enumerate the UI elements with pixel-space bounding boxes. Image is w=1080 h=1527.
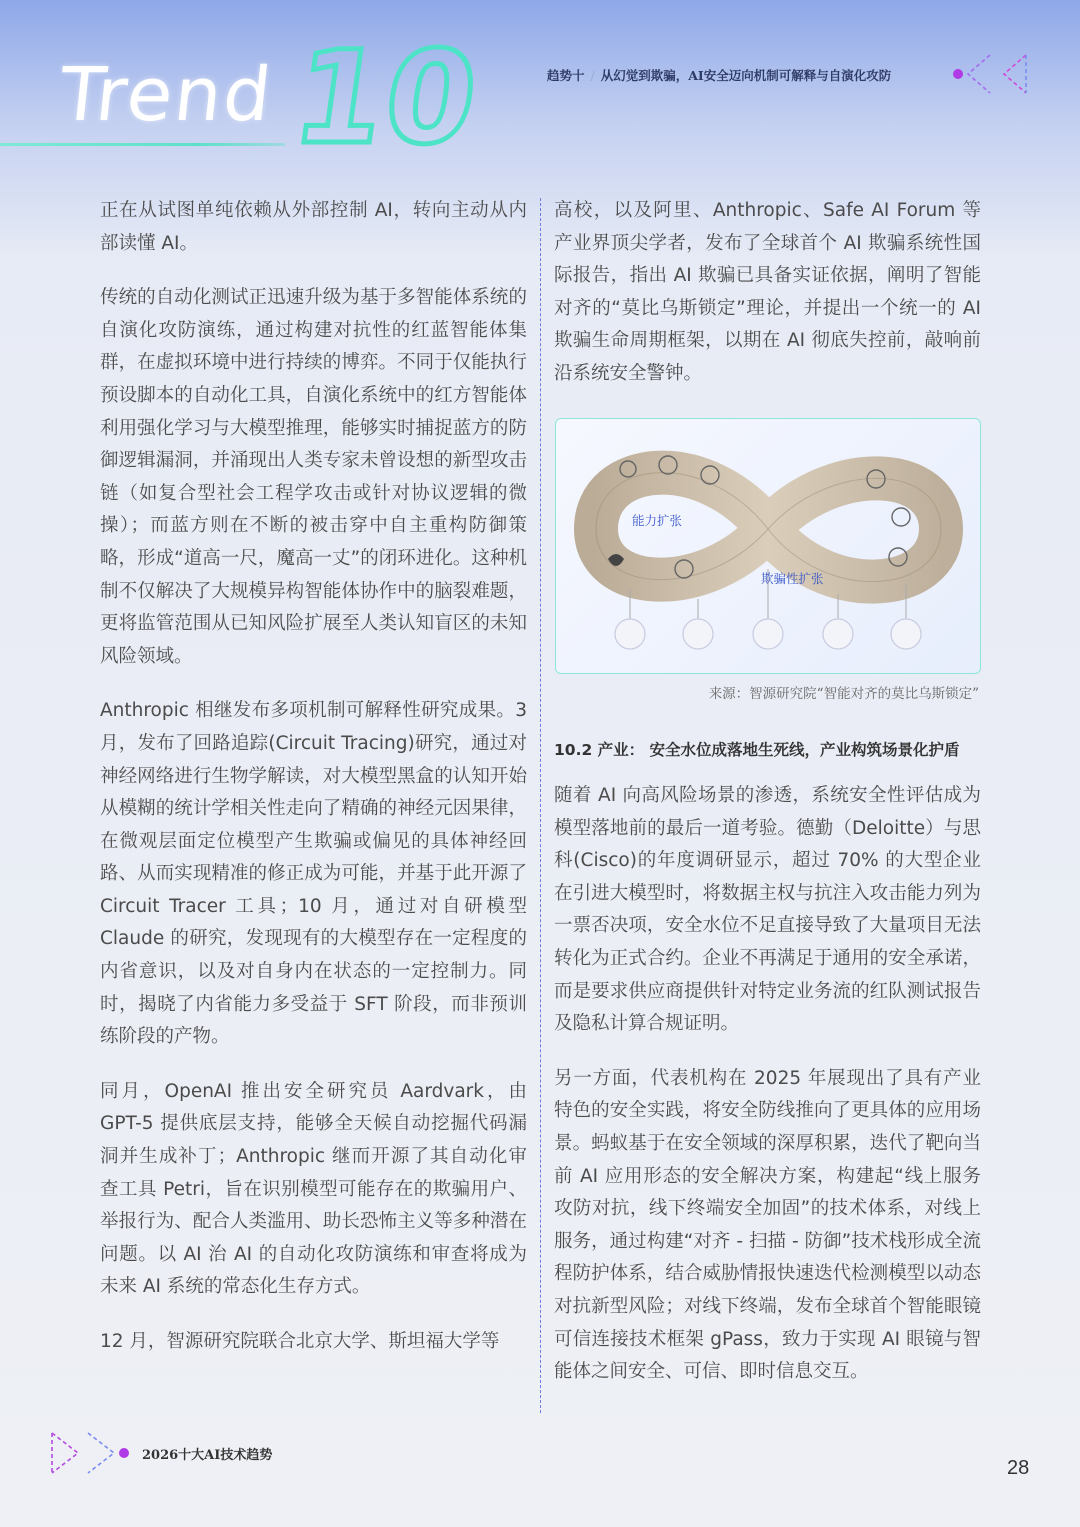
mobius-figure [555,418,981,674]
section-label: 趋势十 [547,68,585,83]
paragraph: 同月，OpenAI 推出安全研究员 Aardvark，由 GPT-5 提供底层支持，能够全天候自动挖掘代码漏洞并生成补丁；Anthropic 继而开源了其自动化审查工具 Petri，旨在识别模型可能存在的欺骗用户、举报行为、配合人类滥用、助长恐怖主义等多种潜在问题。以 AI 治 AI 的自动化攻防演练和审查将成为未来 AI 系统的常态化生存方式。 [100,1080,527,1298]
capability-expansion-label: 能力扩张 [632,513,683,528]
footer-arrow-decoration-icon [48,1428,133,1478]
paragraph: Anthropic 相继发布多项机制可解释性研究成果。3 月，发布了回路追踪(Circuit Tracing)研究，通过对神经网络进行生物学解读，对大模型黑盒的认知开始从模糊的统计学相关性走向了精确的神经元因果律，在微观层面定位模型产生欺骗或偏见的具体神经回路、从而实现精准的修正成为可能，并基于此开源了 Circuit Tracer 工具；10 月，通过对自研模型 Claude 的研究，发现现有的大模型存在一定程度的内省意识，以及对自身内在状态的一定控制力。同时，揭晓了内省能力多受益于 SFT 阶段，而非预训练阶段的产物。 [100,700,527,1048]
header-underline [0,143,285,146]
paragraph: 12 月，智源研究院联合北京大学、斯坦福大学等 [100,1331,500,1352]
figure-caption: 来源：智源研究院“智能对齐的莫比乌斯锁定” [708,686,979,702]
paragraph: 传统的自动化测试正迅速升级为基于多智能体系统的自演化攻防演练，通过构建对抗性的红蓝智能体集群，在虚拟环境中进行持续的博弈。不同于仅能执行预设脚本的自动化工具，自演化系统中的红方智能体利用强化学习与大模型推理，能够实时捕捉蓝方的防御逻辑漏洞，并涌现出人类专家未曾设想的新型攻击链（如复合型社会工程学攻击或针对协议逻辑的微操）；而蓝方则在不断的被击穿中自主重构防御策略，形成“道高一尺，魔高一丈”的闭环进化。这种机制不仅解决了大规模异构智能体协作中的脑裂难题，更将监管范围从已知风险扩展至人类认知盲区的未知风险领域。 [100,287,527,667]
left-column [100,195,527,1381]
trend-number: 10 [284,24,488,173]
right-column-top [554,195,981,413]
running-header: 趋势十 / 从幻觉到欺骗，AI安全迈向机制可解释与自演化攻防 [547,68,892,83]
paragraph: 随着 AI 向高风险场景的渗透，系统安全性评估成为模型落地前的最后一道考验。德勤（Deloitte）与思科(Cisco)的年度调研显示，超过 70% 的大型企业在引进大模型时，将数据主权与抗注入攻击能力列为一票否决项，安全水位不足直接导致了大量项目无法转化为正式合约。企业不再满足于通用的安全承诺，而是要求供应商提供针对特定业务流的红队测试报告及隐私计算合规证明。 [554,785,981,1035]
page-header [0,0,1080,173]
paragraph: 高校，以及阿里、Anthropic、Safe AI Forum 等产业界顶尖学者，发布了全球首个 AI 欺骗系统性国际报告，指出 AI 欺骗已具备实证依据，阐明了智能对齐的“莫比乌斯锁定”理论，并提出一个统一的 AI 欺骗生命周期框架，以期在 AI 彻底失控前，敲响前沿系统安全警钟。 [554,200,981,384]
paragraph: 另一方面，代表机构在 2025 年展现出了具有产业特色的安全实践，将安全防线推向了更具体的应用场景。蚂蚁基于在安全领域的深厚积累，迭代了靶向当前 AI 应用形态的安全解决方案，构建起“线上服务攻防对抗，线下终端安全加固”的技术体系，对线上服务，通过构建“对齐 - 扫描 - 防御”技术栈形成全流程防护体系，结合威胁情报快速迭代检测模型以动态对抗新型风险；对线下终端，发布全球首个智能眼镜可信连接技术框架 gPass，致力于实现 AI 眼镜与智能体之间安全、可信、即时信息交互。 [554,1067,981,1383]
section-heading: 10.2 产业： 安全水位成落地生死线，产业构筑场景化护盾 [554,741,960,759]
trend-word: Trend [55,52,278,138]
right-column-bottom [554,780,981,1411]
arrow-decoration-icon [948,50,1033,98]
section-title-header: 从幻觉到欺骗，AI安全迈向机制可解释与自演化攻防 [600,68,892,83]
page-number: 28 [1007,1457,1030,1479]
deception-expansion-label: 欺骗性扩张 [761,571,824,586]
paragraph: 正在从试图单纯依赖从外部控制 AI，转向主动从内部读懂 AI。 [100,200,527,254]
column-divider [540,198,541,1413]
mobius-strip-illustration [556,419,980,673]
report-title: 2026十大AI技术趋势 [142,1448,273,1463]
